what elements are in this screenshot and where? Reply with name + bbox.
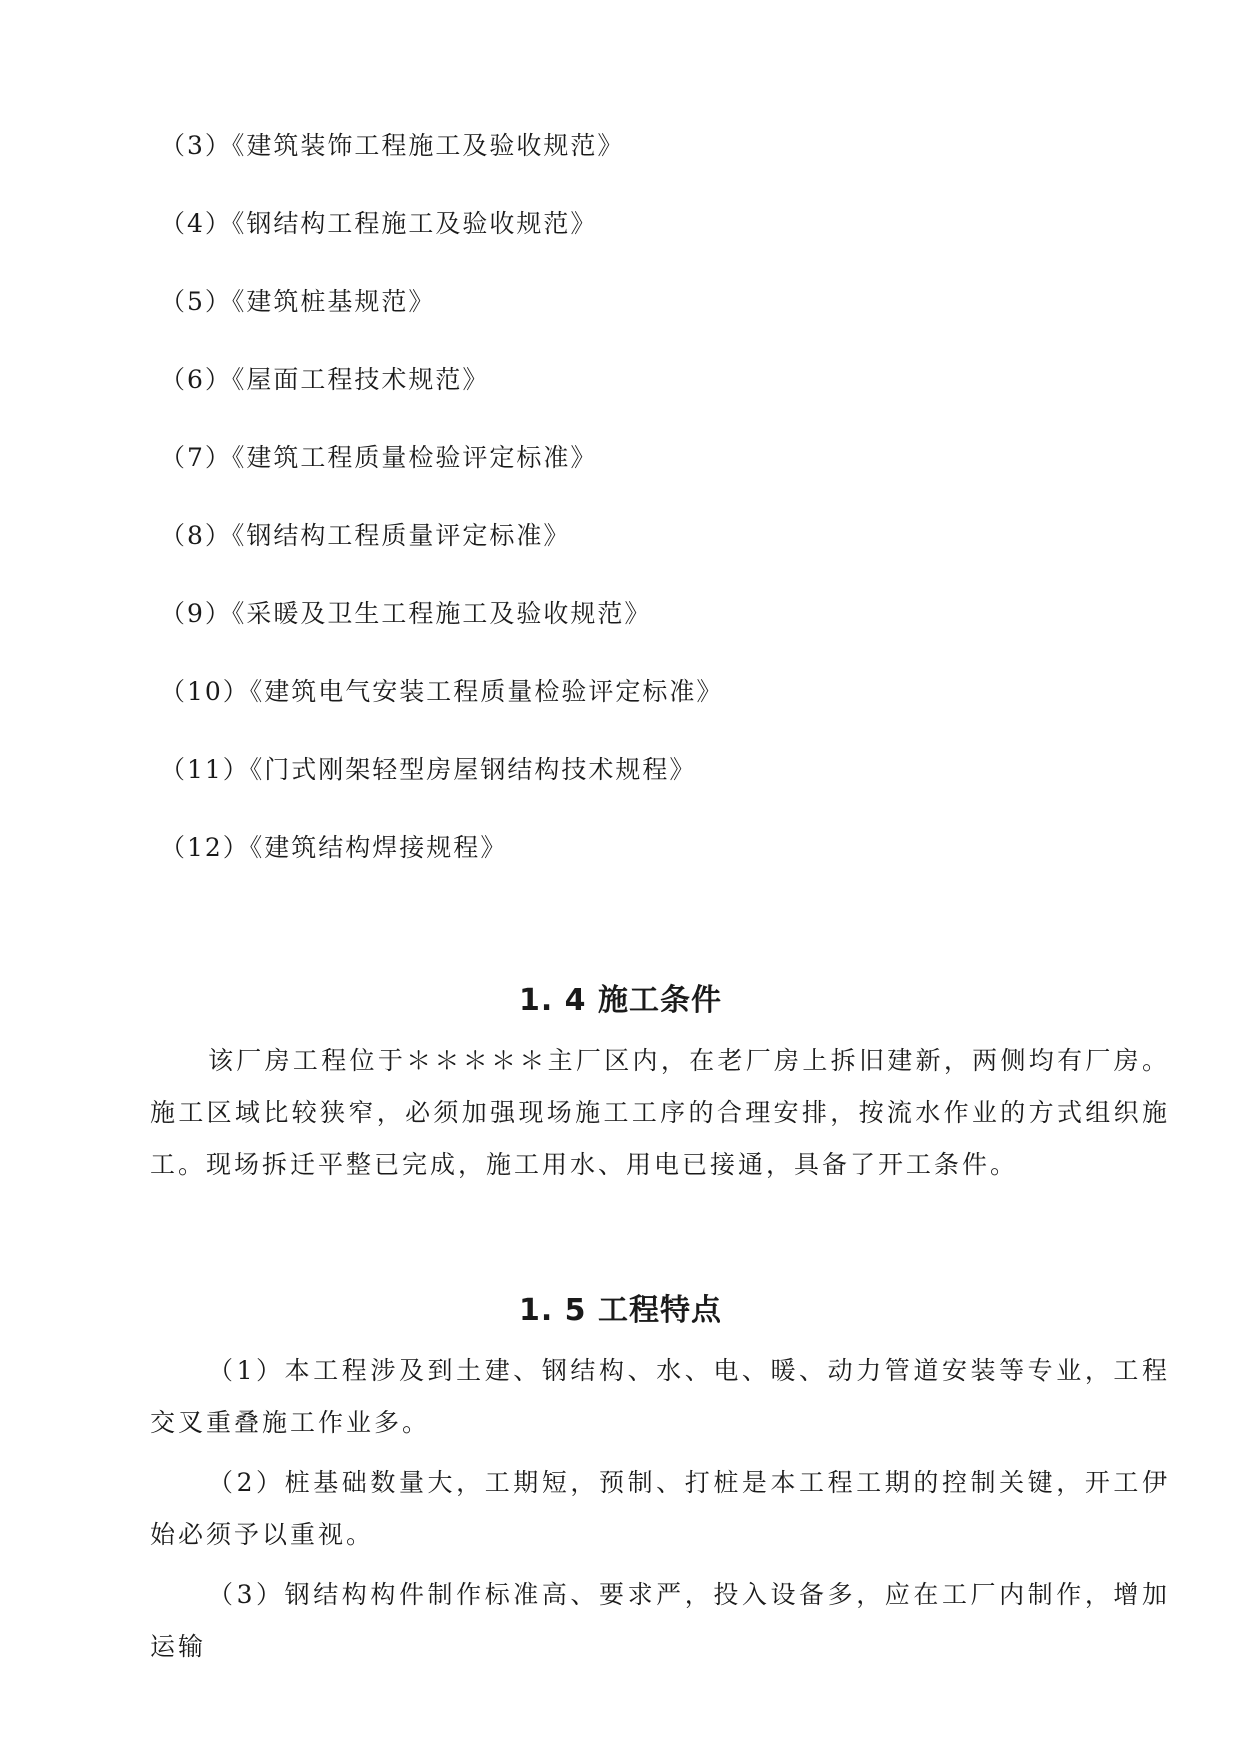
- section-heading-construction-conditions: 1. 4 施工条件: [518, 983, 723, 1018]
- project-feature-item: （3）钢结构构件制作标准高、要求严，投入设备多，应在工厂内制作，增加运输: [150, 1580, 1170, 1661]
- construction-conditions-paragraph: 该厂房工程位于＊＊＊＊＊主厂区内，在老厂房上拆旧建新，两侧均有厂房。施工区域比较狭窄，必须加强现场施工工序的合理安排，按流水作业的方式组织施工。现场拆迁平整已完成，施工用水、用电已接通，具备了开工条件。: [150, 1046, 1170, 1179]
- reference-item: （8）《钢结构工程质量评定标准》: [160, 521, 571, 550]
- project-feature-item: （1）本工程涉及到土建、钢结构、水、电、暖、动力管道安装等专业，工程交叉重叠施工作业多。: [150, 1356, 1170, 1437]
- reference-item: （10）《建筑电气安装工程质量检验评定标准》: [160, 677, 724, 706]
- reference-item: （11）《门式刚架轻型房屋钢结构技术规程》: [160, 755, 697, 784]
- reference-item: （9）《采暖及卫生工程施工及验收规范》: [160, 599, 652, 628]
- reference-item: （4）《钢结构工程施工及验收规范》: [160, 209, 598, 238]
- section-heading-project-features: 1. 5 工程特点: [518, 1293, 723, 1328]
- reference-item: （6）《屋面工程技术规范》: [160, 365, 490, 394]
- project-feature-item: （2）桩基础数量大，工期短，预制、打桩是本工程工期的控制关键，开工伊始必须予以重视。: [150, 1468, 1170, 1549]
- reference-item: （3）《建筑装饰工程施工及验收规范》: [160, 131, 625, 160]
- reference-item: （5）《建筑桩基规范》: [160, 287, 436, 316]
- reference-item: （12）《建筑结构焊接规程》: [160, 833, 508, 862]
- reference-standards-list: [160, 128, 723, 908]
- reference-item: （7）《建筑工程质量检验评定标准》: [160, 443, 598, 472]
